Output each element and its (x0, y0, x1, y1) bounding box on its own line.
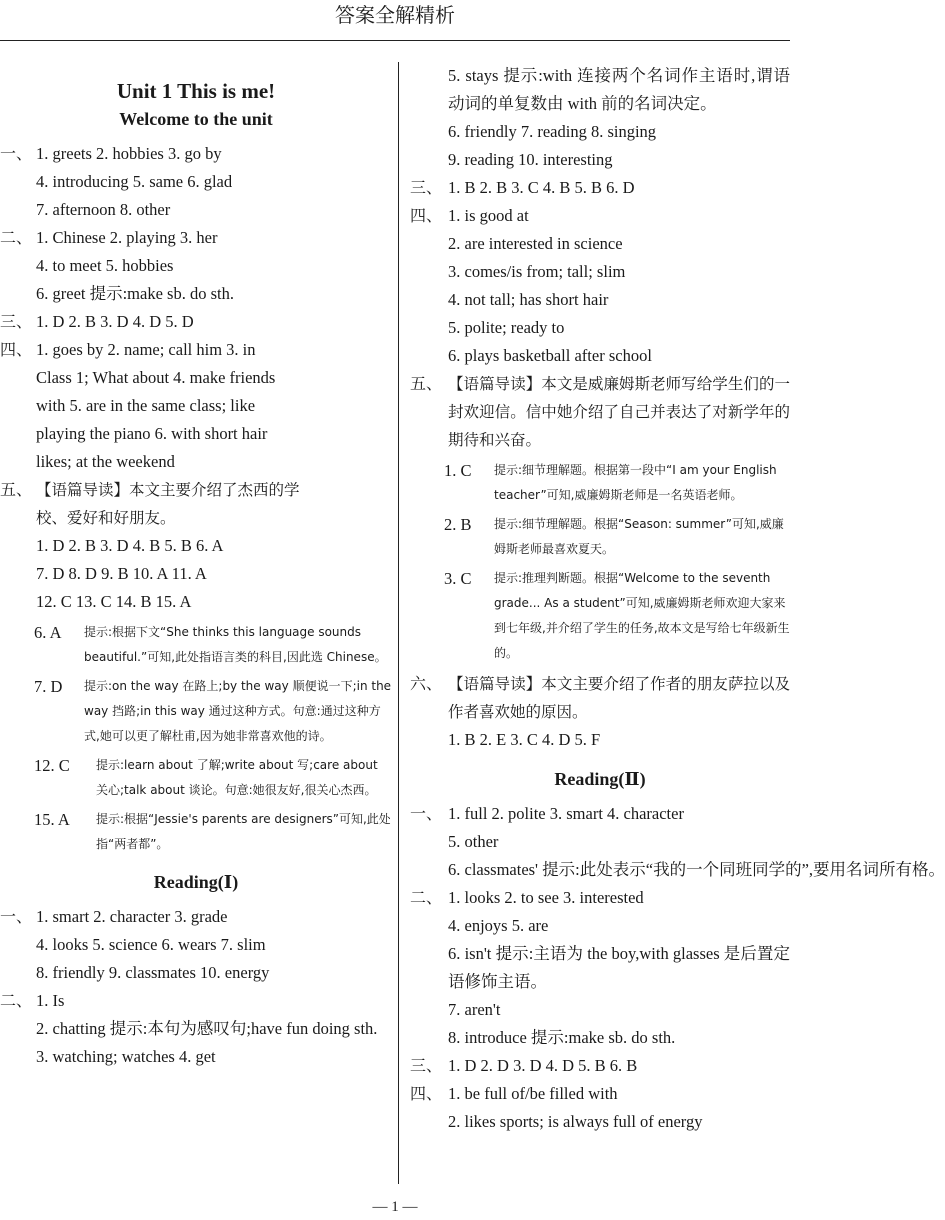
hint-item (0, 674, 392, 749)
answer-row (410, 1024, 790, 1052)
answer-row (0, 560, 392, 588)
answer-text: 5. other (448, 832, 499, 851)
hint-choice: A (46, 623, 62, 642)
answer-text: 4. looks 5. science 6. wears 7. slim (36, 935, 266, 954)
answer-row (410, 884, 790, 912)
answer-row (0, 140, 392, 168)
section-number: 四、 (410, 1084, 443, 1103)
section-number: 五、 (410, 374, 443, 393)
answer-row (0, 364, 392, 392)
answer-row (410, 202, 790, 230)
hint-number: 7. (34, 677, 47, 696)
answer-row (0, 280, 392, 308)
answer-text: 2. likes sports; is always full of energy (448, 1112, 703, 1131)
section-title-reading-2: Reading(Ⅱ) (554, 769, 646, 789)
header-title: 答案全解精析 (335, 3, 455, 27)
section-number: 三、 (410, 1056, 443, 1075)
page-number: — 1 — (372, 1199, 418, 1215)
section-number: 三、 (410, 178, 443, 197)
answer-text: 4. to meet 5. hobbies (36, 256, 174, 275)
answer-row (0, 448, 392, 476)
answer-row (410, 174, 790, 202)
answer-row (0, 252, 392, 280)
answer-row (0, 168, 392, 196)
answer-text: likes; at the weekend (36, 452, 175, 471)
answer-text: 1. is good at (448, 206, 529, 225)
hint-choice: D (46, 677, 63, 696)
answer-row (0, 588, 392, 616)
answer-row (410, 726, 790, 754)
hint-text: 提示:learn about 了解;write about 写;care about 关心;talk about 谈论。句意:她很友好,很关心杰西。 (96, 758, 378, 797)
answer-text: 校、爱好和好朋友。 (36, 509, 176, 527)
answer-text: 1. Chinese 2. playing 3. her (36, 228, 218, 247)
answer-text: 【语篇导读】本文主要介绍了杰西的学 (36, 481, 300, 499)
answer-text: playing the piano 6. with short hair (36, 424, 268, 443)
hint-number: 12. (34, 756, 55, 775)
hint-item (0, 753, 392, 803)
answer-row (0, 504, 392, 532)
answer-text: 6. plays basketball after school (448, 346, 652, 365)
section-number: 四、 (410, 206, 443, 225)
hint-text: 提示:根据“Jessie's parents are designers”可知,此处指“两者都”。 (96, 812, 391, 851)
answer-text: 1. B 2. B 3. C 4. B 5. B 6. D (448, 178, 635, 197)
answer-row (0, 959, 392, 987)
hint-answer (444, 512, 472, 537)
section-number: 四、 (0, 340, 33, 359)
answer-text: 4. introducing 5. same 6. glad (36, 172, 233, 191)
answer-text: 4. enjoys 5. are (448, 916, 549, 935)
reading2-answers (410, 800, 945, 1136)
answer-row (410, 856, 945, 884)
hint-text: 提示:on the way 在路上;by the way 顺便说一下;in the way 挡路;in this way 通过这种方式。句意:通过这种方式,她可以更了解杜甫,因为她非常喜欢他的诗。 (84, 679, 392, 743)
answer-text: 1. looks 2. to see 3. interested (448, 888, 644, 907)
answer-row (410, 940, 790, 996)
answer-row (410, 370, 790, 454)
hint-choice: C (54, 756, 70, 775)
answer-row (410, 1108, 790, 1136)
answer-text: 5. polite; ready to (448, 318, 565, 337)
answer-row (410, 670, 790, 726)
left-column (0, 62, 392, 1071)
answer-row (0, 532, 392, 560)
right-column (410, 62, 945, 1136)
answer-row (410, 912, 790, 940)
answer-text: 【语篇导读】本文主要介绍了作者的朋友萨拉以及作者喜欢她的原因。 (448, 675, 790, 721)
answer-text: 12. C 13. C 14. B 15. A (36, 592, 192, 611)
hint-item (410, 566, 790, 666)
answer-text: 7. D 8. D 9. B 10. A 11. A (36, 564, 207, 583)
section-title-welcome: Welcome to the unit (119, 109, 273, 129)
answer-text: 1. greets 2. hobbies 3. go by (36, 144, 222, 163)
hint-text: 提示:细节理解题。根据第一段中“I am your English teacher”可知,威廉姆斯老师是一名英语老师。 (494, 463, 777, 502)
reading1-hints (410, 458, 790, 666)
answer-text: 2. are interested in science (448, 234, 623, 253)
page-header (0, 0, 790, 40)
section-number: 三、 (0, 312, 33, 331)
section-number: 一、 (0, 907, 33, 926)
hint-choice: C (456, 569, 472, 588)
section-number: 二、 (410, 888, 443, 907)
answer-row (410, 258, 790, 286)
hint-text: 提示:推理判断题。根据“Welcome to the seventh grade... As a student”可知,威廉姆斯老师欢迎大家来到七年级,并介绍了学生的任务,故本文是写给七年级新生的。 (494, 571, 790, 660)
answer-row (410, 286, 790, 314)
hint-text: 提示:细节理解题。根据“Season: summer”可知,威廉姆斯老师最喜欢夏天。 (494, 517, 784, 556)
answer-text: 6. greet 提示:make sb. do sth. (36, 284, 234, 303)
answer-text: 1. full 2. polite 3. smart 4. character (448, 804, 684, 823)
answer-row (0, 476, 392, 504)
hint-item (410, 512, 790, 562)
answer-row (410, 828, 790, 856)
section-number: 六、 (410, 674, 443, 693)
answer-text: 3. comes/is from; tall; slim (448, 262, 626, 281)
hint-number: 6. (34, 623, 47, 642)
hint-answer (34, 807, 70, 832)
hint-item (0, 620, 392, 670)
answer-text: 6. classmates' 提示:此处表示“我的一个同班同学的”,要用名词所有格。 (448, 860, 945, 879)
answer-row (0, 1015, 392, 1043)
answer-row (0, 308, 392, 336)
answer-row (410, 118, 790, 146)
answer-row (410, 146, 790, 174)
reading1-part6 (410, 670, 790, 754)
answer-text: 1. smart 2. character 3. grade (36, 907, 228, 926)
answer-text: 4. not tall; has short hair (448, 290, 609, 309)
hint-choice: C (456, 461, 472, 480)
section-title-reading-1: Reading(Ⅰ) (153, 872, 239, 892)
answer-row (0, 196, 392, 224)
hint-choice: A (54, 810, 70, 829)
answer-row (410, 800, 790, 828)
hint-answer (34, 753, 70, 778)
hint-number: 1. (444, 461, 457, 480)
answer-text: 1. D 2. B 3. D 4. D 5. D (36, 312, 194, 331)
hint-answer (444, 566, 472, 591)
answer-row (410, 1080, 790, 1108)
hint-choice: B (456, 515, 472, 534)
answer-row (0, 392, 392, 420)
hint-item (0, 807, 392, 857)
welcome-answers (0, 140, 392, 616)
hint-text: 提示:根据下文“She thinks this language sounds beautiful.”可知,此处指语言类的科目,因此选 Chinese。 (84, 625, 387, 664)
section-number: 一、 (410, 804, 443, 823)
section-number: 二、 (0, 228, 33, 247)
answer-row (0, 336, 392, 364)
answer-text: 6. isn't 提示:主语为 the boy,with glasses 是后置定语修饰主语。 (448, 944, 790, 991)
answer-row (0, 224, 392, 252)
hint-answer (34, 620, 62, 645)
answer-row (410, 230, 790, 258)
answer-text: 1. be full of/be filled with (448, 1084, 618, 1103)
answer-row (410, 996, 790, 1024)
hint-number: 2. (444, 515, 457, 534)
answer-text: 8. introduce 提示:make sb. do sth. (448, 1028, 676, 1047)
answer-row (410, 1052, 790, 1080)
answer-row (0, 420, 392, 448)
section-number: 二、 (0, 991, 33, 1010)
answer-text: 1. goes by 2. name; call him 3. in (36, 340, 256, 359)
hint-number: 3. (444, 569, 457, 588)
answer-row (410, 314, 790, 342)
answer-row (0, 1043, 392, 1071)
hint-answer (444, 458, 472, 483)
answer-text: Class 1; What about 4. make friends (36, 368, 276, 387)
answer-text: with 5. are in the same class; like (36, 396, 256, 415)
answer-text: 【语篇导读】本文是威廉姆斯老师写给学生们的一封欢迎信。信中她介绍了自己并表达了对新学年的期待和兴奋。 (448, 375, 790, 449)
answer-text: 1. D 2. D 3. D 4. D 5. B 6. B (448, 1056, 638, 1075)
reading1-answers (0, 903, 392, 1071)
answer-text: 3. watching; watches 4. get (36, 1047, 216, 1066)
hint-number: 15. (34, 810, 55, 829)
answer-text: 1. B 2. E 3. C 4. D 5. F (448, 730, 601, 749)
hint-item (410, 458, 790, 508)
answer-text: 1. D 2. B 3. D 4. B 5. B 6. A (36, 536, 224, 555)
answer-row (0, 987, 392, 1015)
reading1-answers-cont (410, 62, 790, 454)
section-number: 一、 (0, 144, 33, 163)
header-rule (0, 40, 790, 41)
answer-text: 7. afternoon 8. other (36, 200, 171, 219)
answer-row (0, 931, 392, 959)
answer-text: 7. aren't (448, 1000, 501, 1019)
column-divider (398, 62, 399, 1184)
section-number: 五、 (0, 480, 33, 499)
answer-text: 9. reading 10. interesting (448, 150, 613, 169)
answer-row (410, 342, 790, 370)
answer-text: 5. stays 提示:with 连接两个名词作主语时,谓语动词的单复数由 with 前的名词决定。 (448, 66, 790, 113)
answer-row (410, 62, 790, 118)
hint-answer (34, 674, 62, 699)
answer-row (0, 903, 392, 931)
answer-text: 6. friendly 7. reading 8. singing (448, 122, 657, 141)
unit-title: Unit 1 This is me! (116, 79, 276, 103)
welcome-hints (0, 620, 392, 857)
answer-text: 8. friendly 9. classmates 10. energy (36, 963, 270, 982)
answer-text: 2. chatting 提示:本句为感叹句;have fun doing sth. (36, 1019, 378, 1038)
answer-text: 1. Is (36, 991, 65, 1010)
